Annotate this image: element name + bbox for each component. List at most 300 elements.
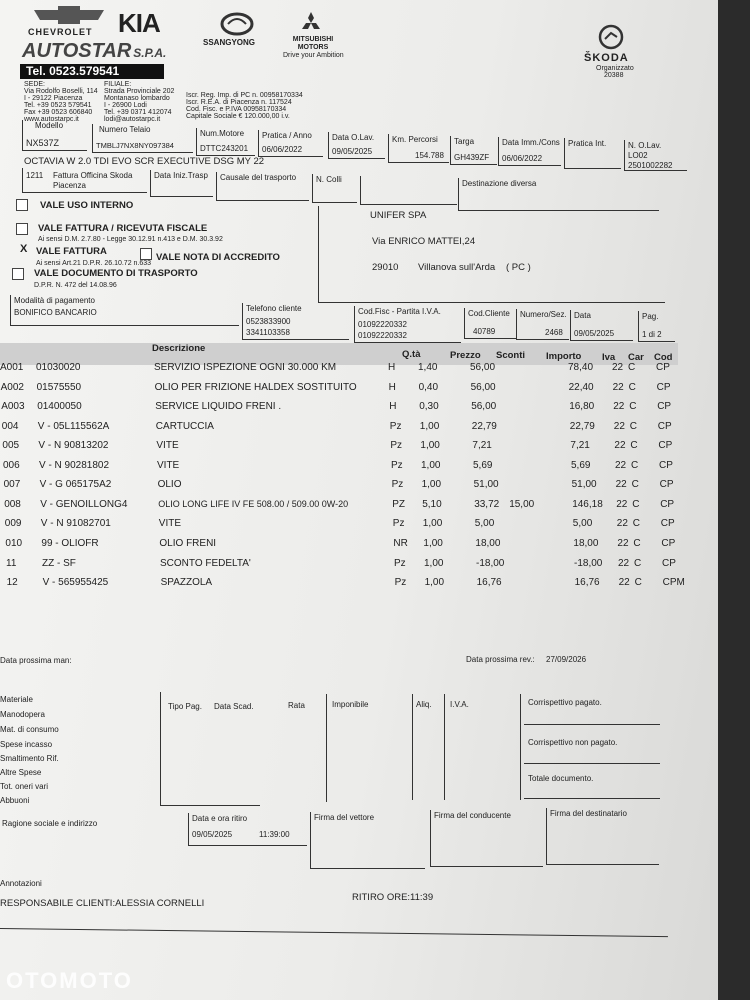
table-row xyxy=(0,479,690,497)
transport-officina: Fattura Officina Skoda xyxy=(53,171,133,180)
total-label-manodopera: Manodopera xyxy=(0,710,45,719)
destinazione-label: Destinazione diversa xyxy=(462,179,537,188)
pagamento-value: BONIFICO BANCARIO xyxy=(14,308,97,317)
company-phone: Tel. 0523.579541 xyxy=(20,64,164,79)
ritiro-box xyxy=(188,813,307,846)
cell-amount: 5,00 xyxy=(572,518,593,530)
cell-price: 33,72 xyxy=(474,498,500,510)
ragione-sociale-label: Ragione sociale e indirizzo xyxy=(2,819,98,828)
cell-um: Pz xyxy=(391,479,404,491)
cell-code: V - 565955425 xyxy=(42,577,109,589)
total-label-oneri: Tot. oneri vari xyxy=(0,782,49,791)
pratica-anno-label: Pratica / Anno xyxy=(262,131,312,140)
table-row xyxy=(0,577,690,595)
company-name-text: AUTOSTAR xyxy=(22,40,132,62)
sede-line-0: Via Rodolfo Boselli, 114 xyxy=(24,88,98,95)
sede-line-1: I - 29122 Piacenza xyxy=(24,95,83,102)
cell-n: 004 xyxy=(1,420,19,432)
cell-iva: 22 xyxy=(614,440,626,452)
kia-logo: KIA xyxy=(118,8,160,38)
total-label-materiale: Materiale xyxy=(0,695,33,704)
data-imm-value: 06/06/2022 xyxy=(502,154,543,163)
total-label-smaltimento: Smaltimento Rif. xyxy=(0,754,59,763)
cell-code: V - N 91082701 xyxy=(40,518,111,530)
cell-car: C xyxy=(628,362,636,373)
corr-pagato-line xyxy=(524,724,660,725)
transport-city: Piacenza xyxy=(53,181,86,190)
cell-amount: 16,80 xyxy=(569,401,595,413)
cell-desc: SERVIZIO ISPEZIONE OGNI 30.000 KM xyxy=(154,362,337,373)
field-pratica-int xyxy=(564,138,621,169)
skoda-emblem-icon xyxy=(598,24,624,55)
causale-label: Causale del trasporto xyxy=(220,173,297,182)
sede-line-3: Fax +39 0523 606840 xyxy=(24,109,93,116)
filiale-title: FILIALE: xyxy=(104,81,132,88)
cell-desc: OLIO PER FRIZIONE HALDEX SOSTITUITO xyxy=(154,381,357,393)
cell-amount: 146,18 xyxy=(572,498,603,510)
firma-destinatario-box xyxy=(546,808,659,865)
firma-conducente-label: Firma del conducente xyxy=(434,811,511,820)
cell-car: C xyxy=(632,498,640,510)
nolav-label: N. O.Lav. xyxy=(628,141,662,150)
checkbox-nota-credito xyxy=(140,248,152,260)
field-data-imm xyxy=(498,137,561,166)
header-car: Car xyxy=(628,352,644,363)
modello-label: Modello xyxy=(35,121,64,130)
company-suffix: S.P.A. xyxy=(133,46,167,60)
cell-n: A002 xyxy=(0,381,24,393)
vehicle-description: OCTAVIA W 2.0 TDI EVO SCR EXECUTIVE DSG MY 22 xyxy=(24,156,265,167)
numsez-label: Numero/Sez. xyxy=(520,310,567,319)
telaio-value: TMBLJ7NX8NY097384 xyxy=(96,141,174,150)
corr-pagato-label: Corrispettivo pagato. xyxy=(528,698,602,707)
cell-code: 01400050 xyxy=(37,401,82,413)
cell-price: 56,00 xyxy=(470,381,496,393)
skoda-number: 20388 xyxy=(604,72,624,79)
cell-um: H xyxy=(388,381,396,393)
doc-fattura: VALE FATTURA xyxy=(36,246,107,257)
ssangyong-wordmark: SSANGYONG xyxy=(203,38,256,47)
customer-city: Villanova sull'Arda xyxy=(418,262,496,273)
cell-desc: SCONTO FEDELTA' xyxy=(160,557,251,569)
cell-qty: 1,00 xyxy=(419,420,440,432)
cell-desc: VITE xyxy=(158,518,182,530)
codcliente-label: Cod.Cliente xyxy=(468,309,510,318)
doc-fattura-note: Ai sensi Art.21 D.P.R. 26.10.72 n.633 xyxy=(36,260,152,267)
pratica-anno-value: 06/06/2022 xyxy=(262,145,303,154)
cell-desc: OLIO xyxy=(157,479,182,491)
sede-line-4: www.autostarpc.it xyxy=(24,116,79,123)
cell-price: 16,76 xyxy=(476,577,502,589)
cell-cod: CP xyxy=(660,518,675,530)
pratica-int-label: Pratica Int. xyxy=(568,139,607,148)
cell-iva: 22 xyxy=(616,518,628,530)
table-row xyxy=(0,558,690,576)
cell-code: V - N 90281802 xyxy=(39,459,110,471)
header-cod: Cod xyxy=(654,352,673,363)
aliq-label: Aliq. xyxy=(416,700,432,709)
field-telaio xyxy=(92,124,193,153)
table-row xyxy=(0,538,690,556)
cell-qty: 1,00 xyxy=(420,440,440,452)
doc-nota-credito: VALE NOTA DI ACCREDITO xyxy=(156,252,280,263)
table-row xyxy=(0,460,690,478)
corr-non-pagato-label: Corrispettivo non pagato. xyxy=(528,738,618,747)
cell-um: PZ xyxy=(392,498,405,510)
tipo-pag-label: Tipo Pag. xyxy=(168,702,202,711)
cell-qty: 1,00 xyxy=(424,557,444,569)
cell-cod: CP xyxy=(660,498,675,510)
ritiro-ore: RITIRO ORE:11:39 xyxy=(352,892,434,903)
pag-label: Pag. xyxy=(642,312,659,321)
cell-um: H xyxy=(389,401,397,413)
cell-cod: CP xyxy=(662,557,676,569)
nolav-value-2: 2501002282 xyxy=(628,161,673,170)
filiale-line-1: Montanaso lombardo xyxy=(104,95,170,102)
cell-n: 010 xyxy=(5,537,23,549)
cell-car: C xyxy=(629,401,637,413)
cell-um: Pz xyxy=(389,420,402,432)
mitsubishi-tagline: Drive your Ambition xyxy=(283,52,344,59)
cell-code: V - 05L115562A xyxy=(37,420,110,432)
cell-um: NR xyxy=(393,537,408,549)
ritiro-data: 09/05/2025 xyxy=(192,830,233,839)
data-value: 09/05/2025 xyxy=(574,329,615,338)
skoda-sub: Organizzato xyxy=(596,65,634,72)
cell-n: 009 xyxy=(4,518,22,530)
telefono-value-2: 3341103358 xyxy=(246,328,290,337)
data-scad-label: Data Scad. xyxy=(214,702,254,711)
sede-line-2: Tel. +39 0523 579541 xyxy=(24,102,92,109)
chevrolet-wordmark: CHEVROLET xyxy=(28,27,93,37)
data-label: Data xyxy=(574,311,591,320)
cell-n: 006 xyxy=(3,459,20,471)
cell-cod: CP xyxy=(657,401,672,413)
totals-left-border xyxy=(160,692,161,806)
reg-line-2: Cod. Fisc. e P.IVA 00958170334 xyxy=(186,106,287,113)
cell-amount: 22,40 xyxy=(568,381,594,393)
header-importo: Importo xyxy=(546,351,582,362)
cell-iva: 22 xyxy=(612,381,624,393)
cell-cod: CP xyxy=(661,537,676,549)
cell-price: 18,00 xyxy=(475,537,501,549)
doc-documento-trasporto-note: D.P.R. N. 472 del 14.08.96 xyxy=(34,282,117,289)
totale-line xyxy=(524,798,660,799)
cell-qty: 1,00 xyxy=(424,577,445,589)
telefono-label: Telefono cliente xyxy=(246,304,302,313)
cell-disc: 15,00 xyxy=(509,498,535,510)
customer-name: UNIFER SPA xyxy=(370,210,427,221)
pagamento-label: Modalità di pagamento xyxy=(14,296,95,305)
transport-code: 1211 xyxy=(26,171,44,180)
filiale-line-3: Tel. +39 0371 412074 xyxy=(104,109,172,116)
motore-label: Num.Motore xyxy=(200,129,245,138)
table-row xyxy=(0,362,690,380)
cell-qty: 5,10 xyxy=(422,498,442,510)
firma-vettore-label: Firma del vettore xyxy=(314,813,375,822)
cell-amount: 78,40 xyxy=(568,362,594,373)
cell-iva: 22 xyxy=(617,537,629,549)
field-causale xyxy=(216,172,309,201)
cell-n: 005 xyxy=(2,440,20,452)
next-rev-value: 27/09/2026 xyxy=(546,655,587,664)
ritiro-label: Data e ora ritiro xyxy=(192,814,248,823)
reg-line-0: Iscr. Reg. Imp. di PC n. 00958170334 xyxy=(186,92,303,99)
checkbox-documento-trasporto xyxy=(12,268,24,280)
cell-iva: 22 xyxy=(612,362,624,373)
cell-car: C xyxy=(634,577,642,589)
cell-n: 007 xyxy=(3,479,21,491)
cell-car: C xyxy=(631,479,639,491)
cell-cod: CPM xyxy=(662,577,685,589)
cell-cod: CP xyxy=(659,459,673,471)
cell-code: V - G 065175A2 xyxy=(39,479,112,491)
cell-iva: 22 xyxy=(616,498,628,510)
field-pratica-anno xyxy=(258,130,323,157)
codfisc-label: Cod.Fisc - Partita I.V.A. xyxy=(358,307,441,316)
iva-border xyxy=(444,694,445,800)
cell-desc: VITE xyxy=(157,459,180,471)
field-pag xyxy=(638,311,675,342)
header-sconti: Sconti xyxy=(496,350,526,361)
cell-car: C xyxy=(628,381,636,393)
header-prezzo: Prezzo xyxy=(450,350,481,361)
firma-conducente-box xyxy=(430,810,543,867)
checkbox-uso-interno xyxy=(16,199,28,211)
cell-price: 7,21 xyxy=(472,440,492,452)
cell-car: C xyxy=(632,518,641,530)
nolav-value-1: LO02 xyxy=(628,151,648,160)
colli-label: N. Colli xyxy=(316,175,342,184)
cell-price: 56,00 xyxy=(471,401,497,413)
header-descrizione: Descrizione xyxy=(152,343,206,354)
iva-label: I.V.A. xyxy=(450,700,469,709)
field-officina xyxy=(22,168,147,193)
telefono-value-1: 0523833900 xyxy=(246,317,291,326)
imponibile-label: Imponibile xyxy=(332,700,369,709)
cell-price: 56,00 xyxy=(470,362,496,373)
doc-fattura-ricevuta: VALE FATTURA / RICEVUTA FISCALE xyxy=(38,223,208,234)
cell-desc: SPAZZOLA xyxy=(160,577,213,589)
otomoto-watermark: OTOMOTO xyxy=(6,968,133,993)
total-label-incasso: Spese incasso xyxy=(0,740,53,749)
company-name xyxy=(22,40,166,63)
cell-iva: 22 xyxy=(613,420,625,432)
cell-price: -18,00 xyxy=(476,557,505,569)
cell-code: 99 - OLIOFR xyxy=(41,537,99,549)
next-rev-label: Data prossima rev.: xyxy=(466,655,535,664)
rata-label: Rata xyxy=(288,701,305,710)
firma-vettore-box xyxy=(310,812,425,869)
data-olav-label: Data O.Lav. xyxy=(332,133,375,142)
cell-iva: 22 xyxy=(615,459,627,471)
firma-destinatario-label: Firma del destinatario xyxy=(550,809,627,818)
filiale-line-4: lodi@autostarpc.it xyxy=(104,116,161,123)
cell-qty: 1,00 xyxy=(423,537,443,549)
next-man-label: Data prossima man: xyxy=(0,656,72,665)
field-colli xyxy=(312,174,357,203)
cell-iva: 22 xyxy=(613,401,625,413)
cell-iva: 22 xyxy=(618,557,630,569)
field-codcliente xyxy=(464,308,517,339)
field-destinazione xyxy=(360,176,457,205)
cell-car: C xyxy=(634,557,642,569)
field-numsez xyxy=(516,309,569,340)
chevrolet-logo xyxy=(28,6,110,29)
header-qta: Q.tà xyxy=(402,349,421,360)
field-codfisc xyxy=(354,306,461,343)
cell-qty: 0,30 xyxy=(419,401,439,413)
cell-iva: 22 xyxy=(615,479,627,491)
cell-desc: SERVICE LIQUIDO FRENI . xyxy=(155,401,282,413)
cell-car: C xyxy=(629,420,638,432)
cell-um: H xyxy=(388,362,396,373)
cell-amount: 16,76 xyxy=(574,577,600,589)
cell-cod: CP xyxy=(659,479,674,491)
filiale-line-2: I - 26900 Lodi xyxy=(104,102,147,109)
doc-uso-interno: VALE USO INTERNO xyxy=(40,200,134,211)
customer-cap: 29010 xyxy=(372,262,399,273)
cell-qty: 1,00 xyxy=(422,518,443,530)
table-row xyxy=(0,421,690,439)
field-data-olav xyxy=(328,132,385,159)
table-row xyxy=(0,518,690,536)
customer-prov: ( PC ) xyxy=(506,262,531,273)
cell-cod: CP xyxy=(656,362,670,373)
ritiro-ora: 11:39:00 xyxy=(259,830,290,839)
cell-um: Pz xyxy=(394,577,407,589)
cell-n: A001 xyxy=(0,362,24,373)
field-motore xyxy=(196,128,255,156)
aliq-border xyxy=(412,694,413,800)
codfisc-value-1: 01092220332 xyxy=(358,320,407,329)
mitsubishi-wordmark: MITSUBISHI MOTORS xyxy=(292,36,334,51)
cell-price: 5,69 xyxy=(473,459,493,471)
telaio-label: Numero Telaio xyxy=(99,125,151,134)
total-label-altre: Altre Spese xyxy=(0,768,42,777)
motore-value: DTTC243201 xyxy=(200,144,249,153)
cell-um: Pz xyxy=(394,557,406,569)
cell-price: 51,00 xyxy=(473,479,499,491)
cell-car: C xyxy=(631,459,639,471)
cell-qty: 1,00 xyxy=(421,479,442,491)
field-modello xyxy=(22,120,87,151)
modello-value: NX537Z xyxy=(26,138,60,148)
ssangyong-emblem-icon xyxy=(220,12,254,41)
cell-um: Pz xyxy=(392,518,405,530)
codcliente-value: 40789 xyxy=(473,327,496,336)
footer-rule xyxy=(0,928,668,937)
cell-desc: CARTUCCIA xyxy=(155,420,214,432)
field-telefono xyxy=(242,303,349,340)
cell-code: V - N 90813202 xyxy=(38,440,109,452)
cell-n: 12 xyxy=(6,577,18,589)
table-row xyxy=(0,401,690,419)
cell-n: 008 xyxy=(4,498,21,510)
cell-car: C xyxy=(633,537,641,549)
cell-cod: CP xyxy=(656,381,671,393)
cell-desc: OLIO LONG LIFE IV FE 508.00 / 509.00 0W-20 xyxy=(158,498,349,509)
table-row xyxy=(0,440,690,458)
field-targa xyxy=(450,136,497,165)
data-iniz-label: Data Iniz.Trasp xyxy=(154,171,208,180)
cell-n: 11 xyxy=(6,557,17,569)
cell-iva: 22 xyxy=(618,577,630,589)
annotazioni-label: Annotazioni xyxy=(0,879,42,888)
cell-code: 01575550 xyxy=(36,381,82,393)
cell-qty: 0,40 xyxy=(418,381,439,393)
cell-amount: -18,00 xyxy=(574,557,603,569)
cell-car: C xyxy=(630,440,638,452)
doc-documento-trasporto: VALE DOCUMENTO DI TRASPORTO xyxy=(34,268,198,279)
cell-price: 5,00 xyxy=(474,518,495,530)
cell-amount: 5,69 xyxy=(571,459,591,471)
cell-amount: 18,00 xyxy=(573,537,599,549)
imponibile-border xyxy=(326,694,327,802)
codfisc-value-2: 01092220332 xyxy=(358,331,407,340)
cell-qty: 1,40 xyxy=(418,362,438,373)
cell-um: Pz xyxy=(390,440,403,452)
cell-amount: 22,79 xyxy=(569,420,595,432)
header-iva: Iva xyxy=(602,352,616,363)
field-km xyxy=(388,134,449,163)
reg-line-1: Iscr. R.E.A. di Piacenza n. 117524 xyxy=(186,99,292,106)
field-data-iniz xyxy=(150,170,213,197)
filiale-line-0: Strada Provinciale 202 xyxy=(104,88,175,95)
checkbox-fattura-ricevuta xyxy=(16,223,28,235)
table-row xyxy=(0,382,690,400)
field-pagamento xyxy=(10,295,239,326)
field-data xyxy=(570,310,633,341)
cell-n: A003 xyxy=(1,401,25,413)
data-olav-value: 09/05/2025 xyxy=(332,147,373,156)
mitsubishi-icon xyxy=(300,12,322,39)
cell-code: V - GENOILLONG4 xyxy=(40,498,128,510)
corr-non-pagato-line xyxy=(524,763,660,764)
field-nolav xyxy=(624,140,687,171)
cell-um: Pz xyxy=(391,459,403,471)
iva-right-border xyxy=(520,694,521,800)
pag-value: 1 di 2 xyxy=(642,330,662,339)
doc-fattura-ricevuta-note: Ai sensi D.M. 2.7.80 - Legge 30.12.91 n.413 e D.M. 30.3.92 xyxy=(38,236,223,243)
customer-street: Via ENRICO MATTEI,24 xyxy=(372,236,476,247)
targa-label: Targa xyxy=(454,137,475,146)
skoda-wordmark: ŠKODA xyxy=(584,52,629,64)
targa-value: GH439ZF xyxy=(454,153,490,162)
total-label-abbuoni: Abbuoni xyxy=(0,796,30,805)
total-label-consumo: Mat. di consumo xyxy=(0,725,59,734)
responsabile-clienti: RESPONSABILE CLIENTI:ALESSIA CORNELLI xyxy=(0,898,205,909)
km-value: 154.788 xyxy=(415,151,444,160)
totals-bottom-border xyxy=(160,805,260,806)
numsez-value: 2468 xyxy=(545,328,563,337)
cell-desc: VITE xyxy=(156,440,179,452)
cell-code: 01030020 xyxy=(36,362,81,373)
sede-title: SEDE: xyxy=(24,81,46,88)
table-row xyxy=(0,499,690,517)
cell-amount: 7,21 xyxy=(570,440,590,452)
km-label: Km. Percorsi xyxy=(392,135,438,144)
cell-code: ZZ - SF xyxy=(42,557,76,569)
totale-label: Totale documento. xyxy=(528,774,594,783)
reg-line-3: Capitale Sociale € 120.000,00 i.v. xyxy=(186,113,290,120)
data-imm-label: Data Imm./Cons xyxy=(502,138,560,147)
cell-amount: 51,00 xyxy=(571,479,597,491)
checkbox-fattura-mark: X xyxy=(20,243,28,255)
cell-desc: OLIO FRENI xyxy=(159,537,217,549)
cell-price: 22,79 xyxy=(471,420,497,432)
cell-cod: CP xyxy=(658,440,673,452)
